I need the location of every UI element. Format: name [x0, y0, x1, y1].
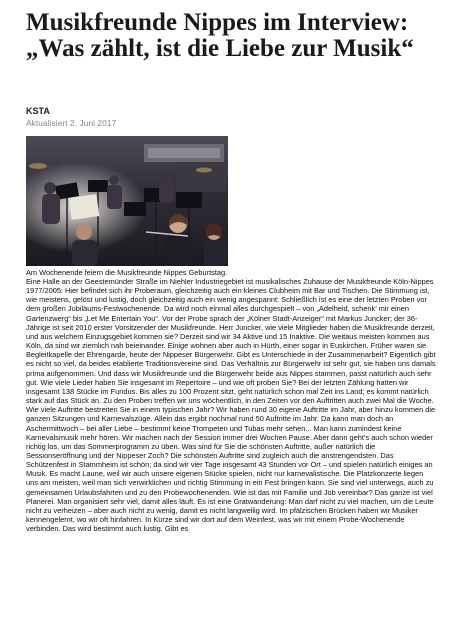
article-headline: Musikfreunde Nippes im Interview: „Was zählt, ist die Liebe zur Musik“: [26, 9, 414, 62]
photo-caption: Am Wochenende feiern die Musikfreunde Nippes Geburtstag.: [26, 268, 228, 277]
updated-date: Aktualisiert 2. Juni 2017: [26, 118, 117, 128]
article-photo: [26, 136, 228, 266]
article-body: Eine Halle an der Geestemünder Straße im Niehler Industriegebiet ist musikalisches Zuhause der Musikfreunde Köln-Nippes 1977/2005: Hier befindet sich ihr Proberaum, gleichzeitig auch ein kleines Clubheim mit Bar und Tischen. Die Stimmung ist, wie meistens, gelöst und lustig, doch gleichzeitig auch ein wenig angespannt: Schließlich ist es eine der letzten Proben vor dem großen Jubiläums-Festwochenende. Da wird noch einmal alles durchgespielt – von „Adelheid, schenk’ mir einen Gartenzwerg“ bis „Let Me Entertain You“. Vor der Probe sprach der „Kölner Stadt-Anzeiger“ mit Markus Juncker; der 36-Jährige ist seit 2010 erster Vorsitzender der Musikfreunde. Herr Juncker, wie viele Mitglieder haben die Musikfreunde derzeit, und aus welchem Einzugsgebiet kommen sie? Derzeit sind wir 34 Aktive und 15 Inaktive. Die weitaus meisten kommen aus Köln, da sind wir ziemlich nah beieinander. Einige wohnen aber auch in Hürth, einer sogar in Euskirchen. Früher waren sie Begleitkapelle der Ehrengarde, heute der Nippeser Bürgerwehr. Gibt es Unterschiede in der Zusammenarbeit? Eigentlich gibt es nicht so viel, da beides etablierte Traditionsvereine sind. Das Verhältnis zur Bürgerwehr ist sehr gut, sie haben uns damals prima aufgenommen. Und dass wir Musikfreunde und die Bürgerwehr beide aus Nippes stammen, passt natürlich auch sehr gut. Wie viele Lieder haben Sie insgesamt im Repertoire – und wie oft proben Sie? Bei der letzten Zählung hatten wir insgesamt 138 Stücke im Fundus. Bis alles zu 100 Prozent sitzt, geht natürlich schon mal Zeit ins Land; es kommt natürlich stark auf das Stück an. Zu den Proben treffen wir uns wöchentlich, in den Zeiten vor den Auftritten auch zwei Mal die Woche. Wie viele Auftritte bestreiten Sie in einem typischen Jahr? Wir haben rund 30 eigene Auftritte im Jahr, aber hinzu kommen die ganzen Sitzungen und Karnevalszüge. Allein das ergibt nochmal rund 50 Auftritte im Jahr. Da kann man doch an Aschermittwoch – bei aller Liebe – bestimmt keine Trompeten und Tubas mehr sehen... Man kann zumindest keine Karnevalsmusik mehr hören. Wir machen nach der Session immer drei Wochen Pause. Aber dann geht’s auch schon wieder richtig los, um das Sommerprogramm zu üben. Was sind für Sie die schönsten Auftritte, außer natürlich die Sessionseröffnung und der Nippeser Zoch? Die schönsten Auftritte sind zugleich auch die anstrengendsten. Das Schützenfest in Stammheim ist schön; da sind wir vier Tage insgesamt 43 Stunden vor Ort – und spielen natürlich einiges an Musik. Es macht Laune, weil wir auch unsere eigenen Stücke spielen, nicht nur karnevalistische. Die Platzkonzerte liegen uns am meisten, weil man sich verwirklichen und richtig Stimmung in ein Fest bringen kann. Sie sind viel unterwegs, auch zu gemeinsamen Urlaubsfahrten und zu den Probewochenenden. Wie ist das mit Familie und Job vereinbar? Das ganze ist viel Planerei. Man organisiert sehr viel, damit alles läuft. Es ist eine Gratwanderung: Man darf nicht zu viel machen, um die Leute nicht zu verheizen – aber auch nicht zu wenig, damit es nicht langweilig wird. Im pfälzischen Brücken haben wir Musiker kennengelernt, wo wir oft hinfahren. In Kürze sind wir dort auf dem Weinfest, was wir mit einem Probe-Wochenende verbinden. Das wird bestimmt auch lustig. Gibt es: [26, 277, 436, 534]
source-label: KSTA: [26, 106, 50, 116]
